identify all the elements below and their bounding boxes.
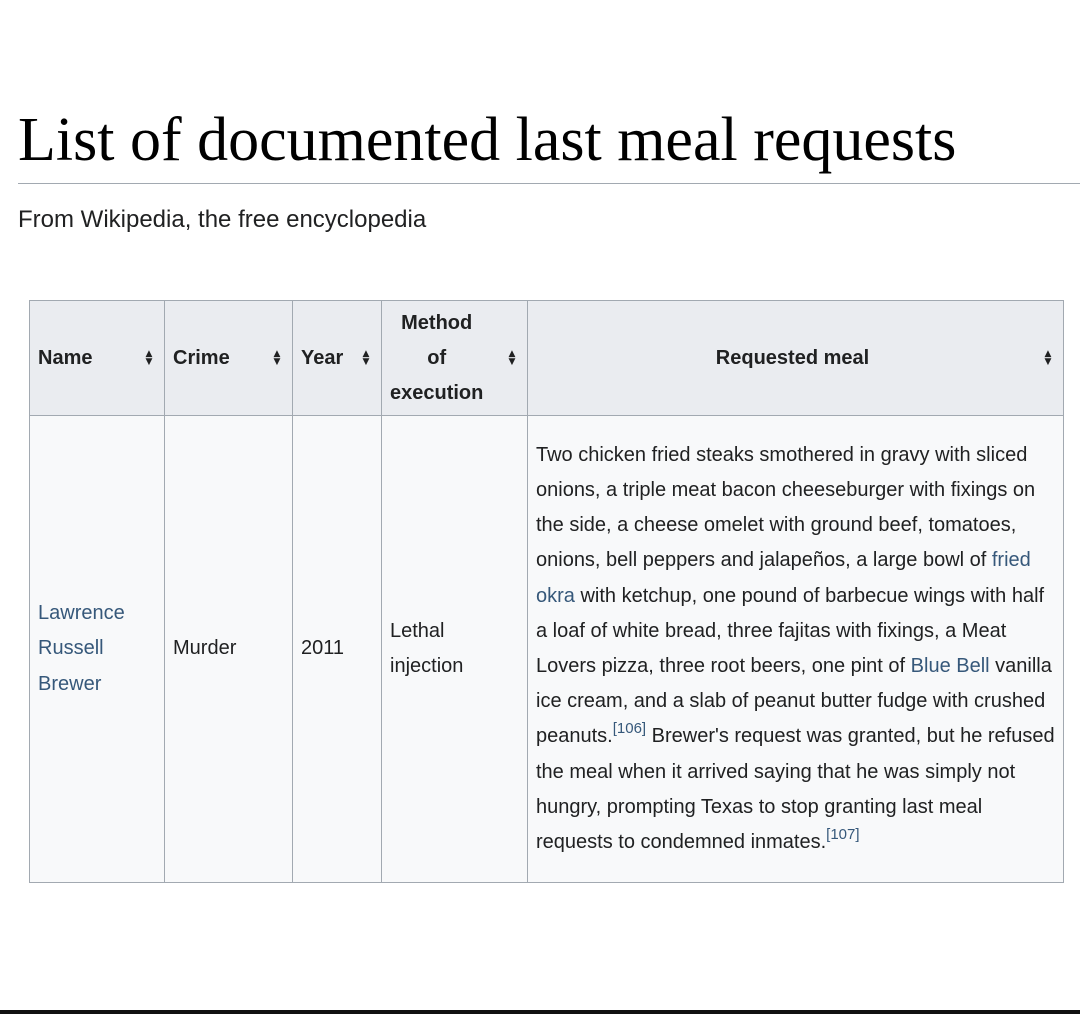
column-header-method[interactable] (382, 301, 528, 416)
cell-name (30, 416, 165, 883)
column-header-meal[interactable] (528, 301, 1064, 416)
sort-icon[interactable]: ▲ ▼ (508, 349, 516, 367)
person-link[interactable]: Lawrence Russell Brewer (38, 602, 125, 695)
header-line: of (427, 346, 447, 369)
column-header-crime[interactable] (165, 301, 293, 416)
column-header-label: Name (38, 346, 93, 369)
sort-icon[interactable]: ▲ ▼ (362, 349, 370, 367)
column-header-label: Year (301, 346, 344, 369)
citation-link[interactable]: [106] (612, 720, 647, 738)
meal-text: Two chicken fried steaks smothered in gravy with sliced onions, a triple meat bacon cheeseburger with fixings on the side, a cheese omelet with ground beef, tomatoes, onions, bell peppers and jalapeños, a large bowl of (536, 443, 1036, 572)
page-title: List of documented last meal requests (18, 106, 957, 174)
meal-text: with ketchup, one pound of barbecue wings with half a loaf of white bread, three fajitas with fixings, a Meat Lovers pizza, three root beers, one pint of (536, 584, 1045, 677)
last-meals-table (29, 300, 1064, 883)
bottom-edge-bar (0, 1010, 1080, 1014)
column-header-label: Requested meal (715, 346, 870, 369)
sort-icon[interactable]: ▲ ▼ (145, 349, 153, 367)
column-header-year[interactable] (293, 301, 382, 416)
fried-okra-link[interactable]: fried okra (536, 549, 1031, 607)
sort-icon[interactable]: ▲ ▼ (1044, 349, 1052, 367)
site-tagline: From Wikipedia, the free encyclopedia (18, 206, 427, 233)
table-header-row (30, 301, 1064, 416)
cell-method: Lethal injection (382, 416, 528, 883)
header-line: Method (401, 311, 473, 334)
citation-link[interactable]: [107] (826, 826, 860, 844)
blue-bell-link[interactable]: Blue Bell (910, 655, 990, 677)
meal-text: Brewer's request was granted, but he refused the meal when it arrived saying that he was simply not hungry, prompting Texas to stop granting last meal requests to condemned inmates. (536, 725, 1055, 854)
meal-text: vanilla ice cream, and a slab of peanut butter fudge with crushed peanuts. (536, 655, 1052, 748)
cell-year: 2011 (293, 416, 382, 883)
column-header-label (390, 306, 483, 411)
column-header-name[interactable] (30, 301, 165, 416)
sort-icon[interactable]: ▲ ▼ (273, 349, 281, 367)
header-line: execution (390, 381, 484, 404)
cell-crime: Murder (165, 416, 293, 883)
column-header-label: Crime (173, 346, 230, 369)
table-row (30, 416, 1064, 883)
cell-requested-meal (528, 416, 1064, 883)
title-divider (18, 183, 1080, 184)
